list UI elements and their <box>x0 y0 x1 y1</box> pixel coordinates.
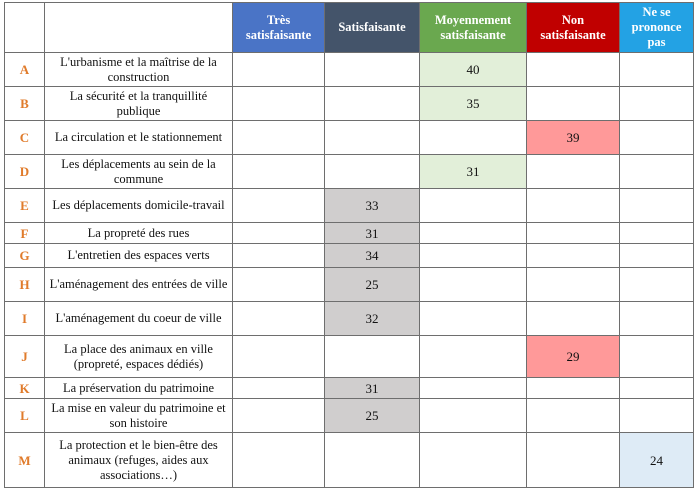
empty-cell <box>420 302 527 336</box>
table-row <box>5 53 694 87</box>
empty-cell <box>233 53 325 87</box>
empty-cell <box>420 399 527 433</box>
header-blank-label <box>45 3 233 53</box>
empty-cell <box>620 53 694 87</box>
empty-cell <box>233 223 325 244</box>
value-cell: 35 <box>420 87 527 121</box>
header-non-satisfaisante: Non satisfaisante <box>527 3 620 53</box>
empty-cell <box>620 336 694 378</box>
value-cell: 33 <box>325 189 420 223</box>
empty-cell <box>233 244 325 268</box>
empty-cell <box>325 87 420 121</box>
value-cell: 32 <box>325 302 420 336</box>
empty-cell <box>620 268 694 302</box>
row-letter: C <box>5 121 45 155</box>
row-letter: E <box>5 189 45 223</box>
value-cell: 39 <box>527 121 620 155</box>
value-cell: 31 <box>420 155 527 189</box>
empty-cell <box>527 378 620 399</box>
empty-cell <box>620 244 694 268</box>
table-row <box>5 87 694 121</box>
row-letter: A <box>5 53 45 87</box>
empty-cell <box>527 223 620 244</box>
value-cell: 40 <box>420 53 527 87</box>
empty-cell <box>233 268 325 302</box>
empty-cell <box>620 399 694 433</box>
value-cell: 31 <box>325 223 420 244</box>
empty-cell <box>420 189 527 223</box>
header-satisfaisante: Satisfaisante <box>325 3 420 53</box>
empty-cell <box>527 268 620 302</box>
empty-cell <box>527 399 620 433</box>
empty-cell <box>527 155 620 189</box>
row-label: La place des animaux en ville (propreté, espaces dédiés) <box>45 336 233 378</box>
header-tres-satisfaisante: Très satisfaisante <box>233 3 325 53</box>
row-letter: B <box>5 87 45 121</box>
empty-cell <box>527 53 620 87</box>
row-label: L'aménagement des entrées de ville <box>45 268 233 302</box>
empty-cell <box>233 399 325 433</box>
row-letter: I <box>5 302 45 336</box>
row-letter: D <box>5 155 45 189</box>
table-row <box>5 244 694 268</box>
row-letter: H <box>5 268 45 302</box>
row-label: La mise en valeur du patrimoine et son histoire <box>45 399 233 433</box>
table-row <box>5 336 694 378</box>
empty-cell <box>527 244 620 268</box>
empty-cell <box>233 302 325 336</box>
empty-cell <box>325 121 420 155</box>
empty-cell <box>527 302 620 336</box>
table-row <box>5 399 694 433</box>
row-label: L'entretien des espaces verts <box>45 244 233 268</box>
row-label: L'aménagement du coeur de ville <box>45 302 233 336</box>
row-label: La circulation et le stationnement <box>45 121 233 155</box>
row-letter: M <box>5 433 45 488</box>
empty-cell <box>233 155 325 189</box>
empty-cell <box>620 189 694 223</box>
empty-cell <box>233 378 325 399</box>
empty-cell <box>233 87 325 121</box>
table-row <box>5 302 694 336</box>
value-cell: 25 <box>325 399 420 433</box>
empty-cell <box>620 121 694 155</box>
empty-cell <box>325 155 420 189</box>
empty-cell <box>233 189 325 223</box>
row-letter: L <box>5 399 45 433</box>
empty-cell <box>325 433 420 488</box>
row-label: Les déplacements domicile-travail <box>45 189 233 223</box>
value-cell: 34 <box>325 244 420 268</box>
empty-cell <box>420 121 527 155</box>
table-row <box>5 378 694 399</box>
value-cell: 25 <box>325 268 420 302</box>
header-blank-letter <box>5 3 45 53</box>
empty-cell <box>420 378 527 399</box>
empty-cell <box>233 433 325 488</box>
empty-cell <box>420 336 527 378</box>
empty-cell <box>620 302 694 336</box>
row-label: La préservation du patrimoine <box>45 378 233 399</box>
row-letter: K <box>5 378 45 399</box>
satisfaction-table <box>4 2 694 488</box>
header-moyennement-satisfaisante: Moyennement satisfaisante <box>420 3 527 53</box>
table-row <box>5 268 694 302</box>
empty-cell <box>527 433 620 488</box>
value-cell: 31 <box>325 378 420 399</box>
empty-cell <box>233 121 325 155</box>
row-letter: F <box>5 223 45 244</box>
row-label: La propreté des rues <box>45 223 233 244</box>
empty-cell <box>420 433 527 488</box>
row-letter: G <box>5 244 45 268</box>
table-row <box>5 433 694 488</box>
table-row <box>5 121 694 155</box>
empty-cell <box>420 268 527 302</box>
empty-cell <box>620 378 694 399</box>
empty-cell <box>620 87 694 121</box>
row-label: Les déplacements au sein de la commune <box>45 155 233 189</box>
row-label: La sécurité et la tranquillité publique <box>45 87 233 121</box>
header-ne-se-prononce-pas: Ne se prononce pas <box>620 3 694 53</box>
empty-cell <box>420 244 527 268</box>
empty-cell <box>620 155 694 189</box>
empty-cell <box>325 336 420 378</box>
table-row <box>5 223 694 244</box>
row-label: L'urbanisme et la maîtrise de la construction <box>45 53 233 87</box>
empty-cell <box>620 223 694 244</box>
empty-cell <box>325 53 420 87</box>
empty-cell <box>527 189 620 223</box>
row-label: La protection et le bien-être des animaux (refuges, aides aux associations…) <box>45 433 233 488</box>
table-row <box>5 189 694 223</box>
empty-cell <box>420 223 527 244</box>
empty-cell <box>233 336 325 378</box>
empty-cell <box>527 87 620 121</box>
header-row <box>5 3 694 53</box>
value-cell: 24 <box>620 433 694 488</box>
row-letter: J <box>5 336 45 378</box>
table-row <box>5 155 694 189</box>
value-cell: 29 <box>527 336 620 378</box>
